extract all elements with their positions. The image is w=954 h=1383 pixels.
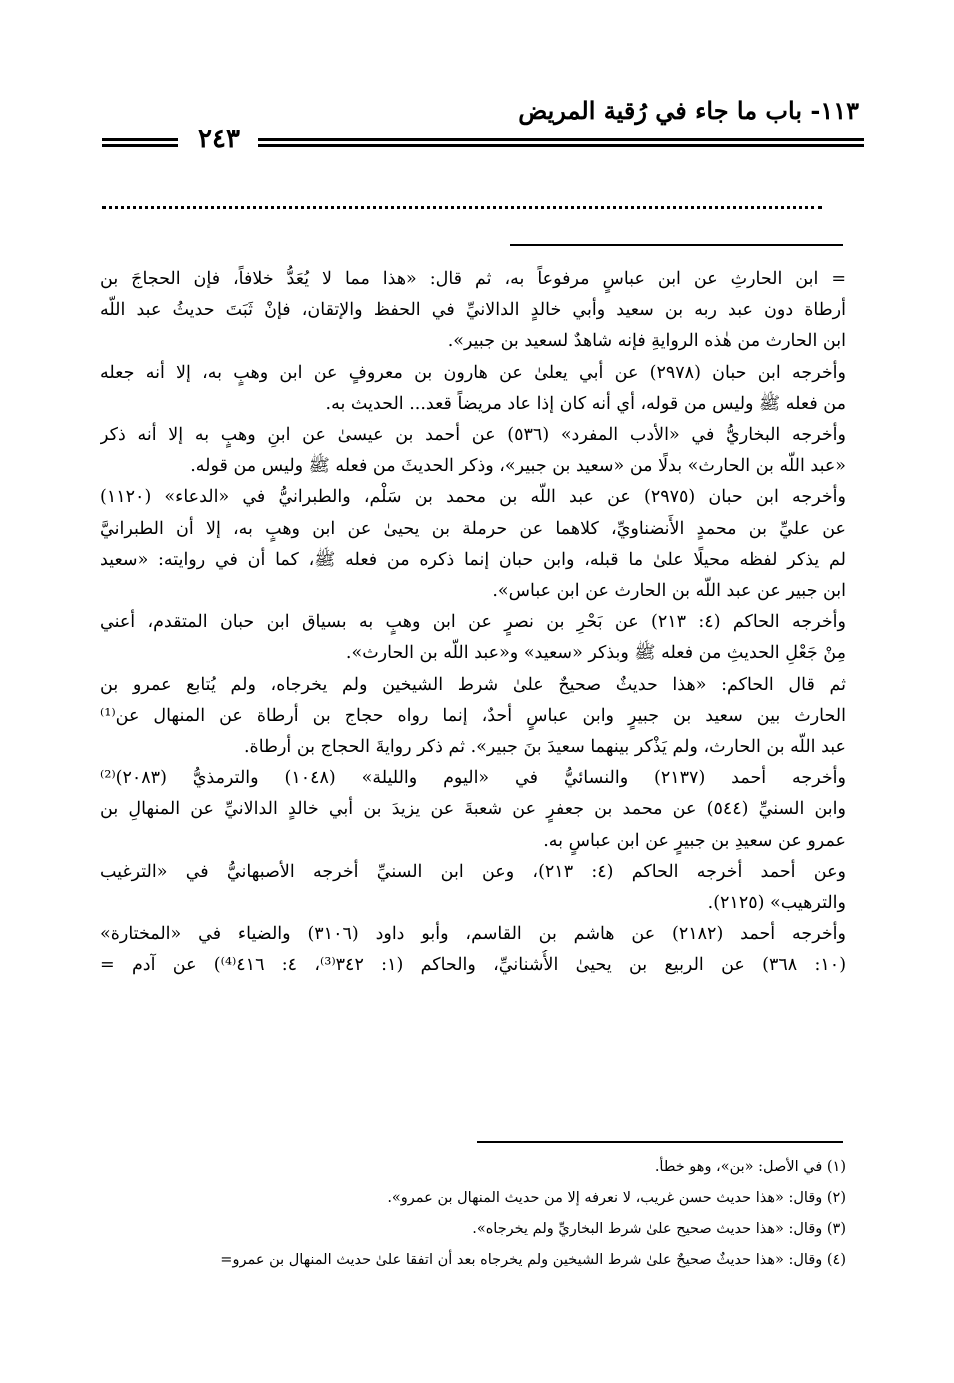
text-line: والترهيب» (٢١٢٥). bbox=[707, 893, 846, 914]
text-line: وأخرجه أحمد (٢١٣٧) والنسائيُّ في «اليوم والليلة» (١٠٤٨) والترمذيُّ (٢٠٨٣)⁽²⁾ bbox=[100, 768, 846, 789]
text-line: أرطاة دون عبد ربه بن سعيد وأبي خالدٍ الدالانيِّ في الحفظ والإتقان، فإنْ ثَبَتَ حديثُ عبد اللّه bbox=[100, 300, 846, 321]
header-double-rule-left bbox=[102, 138, 178, 147]
text-line: من فعله ﷺ وليس من قوله، أي أنه كان إذا عاد مريضاً قعد... الحديث به. bbox=[325, 393, 846, 414]
text-line: وأخرجه ابن حبان (٢٩٧٨) عن أبي يعلىٰ عن هارون بن معروفٍ عن ابن وهبٍ به، إلا أنه جعله bbox=[100, 362, 846, 383]
footnote: (٣) وقال: «هذا حديث صحيح علىٰ شرط البخاريِّ ولم يخرجاه». bbox=[472, 1221, 846, 1237]
text-line: عبد اللّه بن الحارث، ولم يَذْكر بينهما سعيدَ بنَ جبير». ثم ذكر روايةَ الحجاج بن أرطاة. bbox=[243, 737, 846, 758]
text-line: «عبد اللّه بن الحارث» بدلًا من «سعيد بن جبير»، وذكر الحديثَ من فعله ﷺ وليس من قوله. bbox=[190, 456, 846, 477]
dotted-separator bbox=[102, 206, 822, 209]
footnotes bbox=[100, 1152, 846, 1276]
main-text bbox=[100, 264, 846, 982]
text-line: عمرو عن سعيدِ بن جبيرٍ عن ابن عباسٍ به. bbox=[543, 830, 846, 851]
chapter-title: ١١٣- باب ما جاء في رُقية المريض bbox=[518, 96, 859, 125]
text-line: لم يذكر لفظه محيلًا علىٰ ما قبله، وابن حبان إنما ذكره من فعله ﷺ، كما أن في روايته: «سعيد bbox=[100, 549, 846, 570]
text-line: ثم قال الحاكم: «هذا حديثٌ صحيحٌ علىٰ شرط الشيخين ولم يخرجاه، ولم يُتابع عمرو بن bbox=[100, 674, 846, 695]
text-line: وابن السنيِّ (٥٤٤) عن محمد بن جعفرٍ عن شعبةَ عن يزيدَ بن أبي خالدٍ الدالانيِّ عن المنهالِ بن bbox=[100, 799, 846, 820]
text-line: = ابن الحارثِ عن ابن عباسٍ مرفوعاً به، ثم قال: «هذا مما لا يُعَدُّ خلافاً، فإن الحجاجَ بن bbox=[100, 269, 846, 289]
page-number: ٢٤٣ bbox=[198, 124, 240, 154]
text-line: عن عليِّ بن محمدٍ الأَنضناويِّ، كلاهما عن حرملة بن يحيىٰ عن ابن وهبٍ به، إلا أن الطبرانيَّ bbox=[100, 518, 846, 539]
footnote: (١) في الأصل: «بن»، وهو خطأ. bbox=[654, 1159, 846, 1175]
text-line: (١٠: ٣٦٨) عن الربيع بن يحيىٰ الأُشنانيِّ، والحاكم (١: ٣٤٢⁽³⁾، ٤: ٤١٦⁽⁴⁾) عن آدم = bbox=[100, 955, 846, 976]
text-line: وأخرجه ابن حبان (٢٩٧٥) عن عبد اللّه بن محمد بن سَلْم، والطبرانيُّ في «الدعاء» (١١٢٠) bbox=[100, 487, 846, 508]
text-line: وأخرجه أحمد (٢١٨٢) عن هاشم بن القاسم، وأبو داود (٣١٠٦) والضياء في «المختارة» bbox=[100, 924, 846, 945]
text-line: ابن الحارث من هٰذه الروايةِ فإنه شاهدٌ لسعيد بن جبير». bbox=[447, 331, 846, 352]
footnote-separator bbox=[477, 1141, 843, 1143]
text-line: وأخرجه الحاكم (٤: ٢١٣) عن بَحْرِ بن نصرٍ عن ابن وهبٍ به بسياق ابن حبان المتقدم، أعني bbox=[100, 612, 846, 633]
text-line: وأخرجه البخاريُّ في «الأدب المفرد» (٥٣٦) عن أحمد بن عيسىٰ عن ابنِ وهبٍ به إلا أنه ذكر bbox=[100, 425, 846, 446]
header-double-rule-right bbox=[258, 138, 864, 147]
text-line: ابن جبير عن عبد اللّه بن الحارث عن ابن عباس». bbox=[492, 581, 846, 602]
text-line: الحارث بين سعيد بن جبيرٍ وابن عباسٍ أحدٌ، إنما رواه حجاج بن أرطاة عن المنهال عن⁽¹⁾ bbox=[100, 705, 846, 726]
continuation-rule bbox=[510, 244, 843, 246]
text-line: مِنْ جَعْلِ الحديثِ من فعله ﷺ وبذكر «سعيد» و«عبد اللّه بن الحارث». bbox=[345, 643, 846, 664]
footnote: (٤) وقال: «هذا حديثٌ صحيحٌ علىٰ شرط الشيخين ولم يخرجاه بعد أن اتفقا علىٰ حديث المنهال بن عمرو= bbox=[220, 1252, 846, 1268]
text-line: وعن أحمد أخرجه الحاكم (٤: ٢١٣)، وعن ابن السنيِّ أخرجه الأصبهانيُّ في «الترغيب bbox=[100, 861, 846, 882]
footnote: (٢) وقال: «هذا حديث حسن غريب، لا نعرفه إلا من حديث المنهال بن عمرو». bbox=[387, 1190, 846, 1206]
